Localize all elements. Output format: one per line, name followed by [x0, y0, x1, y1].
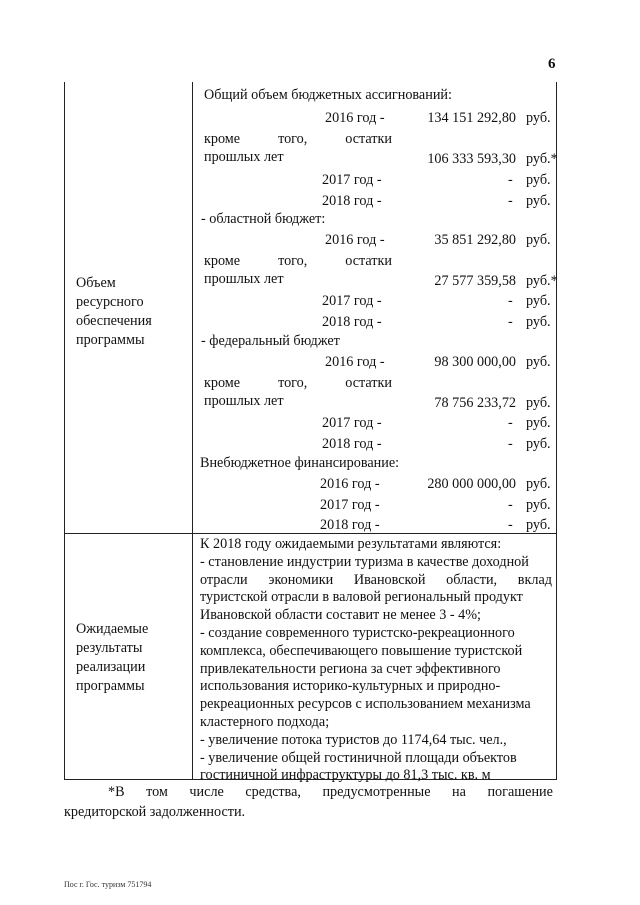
rest-word: кроме	[204, 375, 241, 391]
regional-rest-unit: руб.*	[526, 273, 558, 289]
results-line: - создание современного туристско-рекреационного	[200, 624, 515, 641]
total-rest-label	[204, 130, 392, 148]
footnote-word: *В	[108, 784, 125, 800]
page-number: 6	[548, 56, 556, 72]
rest-word: остатки	[345, 131, 392, 147]
results-line: К 2018 году ожидаемыми результатами являются:	[200, 536, 502, 552]
results-line: - становление индустрии туризма в качестве доходной	[200, 553, 529, 570]
regional-2017-amount: -	[508, 293, 513, 309]
regional-rest-label-line2: прошлых лет	[204, 271, 284, 287]
results-line: рекреационных ресурсов с использованием механизма	[200, 696, 531, 713]
rest-word: того,	[278, 375, 308, 391]
extra-2016-unit: руб.	[526, 476, 551, 492]
extra-2018-unit: руб.	[526, 517, 551, 533]
results-line: привлекательности региона за счет эффективного	[200, 660, 501, 677]
regional-rest-label	[204, 252, 392, 270]
results-line: использования историко-культурных и природно-	[200, 678, 501, 695]
total-header: Общий объем бюджетных ассигнований:	[204, 87, 452, 103]
regional-2018-amount: -	[508, 314, 513, 330]
total-rest-unit: руб.*	[526, 151, 558, 167]
rest-word: кроме	[204, 131, 241, 147]
federal-rest-label	[204, 374, 392, 392]
federal-2018-year: 2018 год -	[322, 436, 382, 452]
resources-label-line: программы	[76, 332, 145, 348]
results-label-line: программы	[76, 678, 145, 694]
footnote-line2: кредиторской задолженности.	[64, 804, 246, 820]
regional-2017-year: 2017 год -	[322, 293, 382, 309]
results-line: - увеличение общей гостиничной площади объектов	[200, 749, 517, 766]
regional-2016-year: 2016 год -	[325, 232, 385, 248]
rest-word: остатки	[345, 375, 392, 391]
regional-2016-amount: 35 851 292,80	[434, 232, 516, 248]
total-2017-amount: -	[508, 172, 513, 188]
regional-2018-year: 2018 год -	[322, 314, 382, 330]
footnote-word: погашение	[487, 784, 553, 800]
federal-2017-year: 2017 год -	[322, 415, 382, 431]
federal-2016-amount: 98 300 000,00	[434, 354, 516, 370]
rest-word: остатки	[345, 253, 392, 269]
rest-word: кроме	[204, 253, 241, 269]
results-label	[76, 620, 186, 696]
regional-2017-unit: руб.	[526, 293, 551, 309]
extra-2016-amount: 280 000 000,00	[427, 476, 516, 492]
footnote-line1	[108, 783, 553, 802]
table-left-border	[64, 82, 65, 780]
extra-2018-year: 2018 год -	[320, 517, 380, 533]
resources-label	[76, 274, 186, 350]
resources-label-line: Объем	[76, 275, 116, 291]
table-column-divider	[192, 82, 193, 780]
federal-rest-unit: руб.	[526, 395, 551, 411]
regional-rest-amount: 27 577 359,58	[434, 273, 516, 289]
total-2017-unit: руб.	[526, 172, 551, 188]
total-2018-amount: -	[508, 193, 513, 209]
regional-2018-unit: руб.	[526, 314, 551, 330]
federal-2017-unit: руб.	[526, 415, 551, 431]
resources-label-line: ресурсного	[76, 294, 144, 310]
table-row-divider	[64, 533, 557, 534]
table-right-border	[556, 82, 557, 780]
footnote-word: средства,	[245, 784, 301, 800]
results-line: комплекса, обеспечивающего повышение туристской	[200, 642, 523, 659]
rest-word: того,	[278, 131, 308, 147]
results-text	[200, 536, 552, 785]
total-2016-year: 2016 год -	[325, 110, 385, 126]
results-line: отрасли экономики Ивановской области, вклад	[200, 571, 552, 588]
extra-2018-amount: -	[508, 517, 513, 533]
footnote-word: предусмотренные	[322, 784, 431, 800]
federal-2018-unit: руб.	[526, 436, 551, 452]
federal-header: - федеральный бюджет	[201, 333, 340, 349]
extra-2017-unit: руб.	[526, 497, 551, 513]
federal-2016-unit: руб.	[526, 354, 551, 370]
regional-header: - областной бюджет:	[201, 211, 326, 227]
extra-header: Внебюджетное финансирование:	[200, 455, 400, 471]
federal-2017-amount: -	[508, 415, 513, 431]
federal-rest-amount: 78 756 233,72	[434, 395, 516, 411]
total-rest-label-line2: прошлых лет	[204, 149, 284, 165]
total-2016-amount: 134 151 292,80	[427, 110, 516, 126]
results-line: гостиничной инфраструктуры до 81,3 тыс. кв. м	[200, 767, 491, 784]
federal-2016-year: 2016 год -	[325, 354, 385, 370]
total-2016-unit: руб.	[526, 110, 551, 126]
footnote-word: на	[452, 784, 466, 800]
resources-label-line: обеспечения	[76, 313, 152, 329]
extra-2016-year: 2016 год -	[320, 476, 380, 492]
results-line: Ивановской области составит не менее 3 - 4%;	[200, 607, 481, 624]
results-line: туристской отрасли в валовой региональный продукт	[200, 589, 523, 606]
footnote-word: числе	[189, 784, 224, 800]
regional-2016-unit: руб.	[526, 232, 551, 248]
footnote-word: том	[146, 784, 168, 800]
footer-code: Пос г. Гос. туризм 751794	[64, 880, 152, 889]
federal-2018-amount: -	[508, 436, 513, 452]
results-label-line: результаты	[76, 640, 143, 656]
federal-rest-label-line2: прошлых лет	[204, 393, 284, 409]
extra-2017-year: 2017 год -	[320, 497, 380, 513]
results-label-line: Ожидаемые	[76, 621, 149, 637]
rest-word: того,	[278, 253, 308, 269]
results-line: - увеличение потока туристов до 1174,64 тыс. чел.,	[200, 731, 507, 748]
total-rest-amount: 106 333 593,30	[427, 151, 516, 167]
total-2018-year: 2018 год -	[322, 193, 382, 209]
results-line: кластерного подхода;	[200, 713, 330, 730]
total-2018-unit: руб.	[526, 193, 551, 209]
total-2017-year: 2017 год -	[322, 172, 382, 188]
extra-2017-amount: -	[508, 497, 513, 513]
results-label-line: реализации	[76, 659, 146, 675]
